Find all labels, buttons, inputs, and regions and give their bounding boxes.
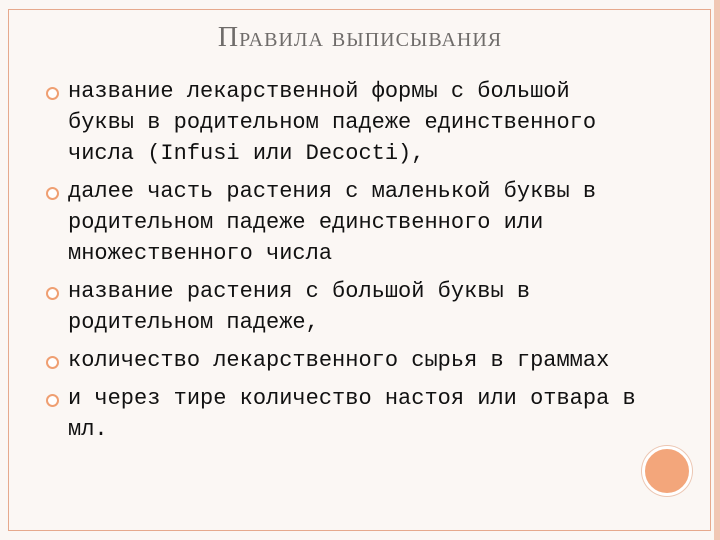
list-item-text: название лекарственной формы с большой буквы в родительном падеже единственного числа (Infusi или Decocti),: [68, 79, 597, 166]
list-item: [44, 383, 644, 445]
list-item-text: название растения с большой буквы в родительном падеже,: [68, 279, 531, 335]
list-item: [44, 345, 644, 376]
bullet-icon: [46, 356, 59, 369]
bullet-list: [44, 76, 644, 452]
list-item: [44, 276, 644, 338]
bullet-icon: [46, 394, 59, 407]
decorative-side-bar: [714, 0, 720, 540]
decorative-circle-icon: [642, 446, 692, 496]
list-item: [44, 176, 644, 269]
list-item-text: далее часть растения с маленькой буквы в родительном падеже единственного или множественного числа: [68, 179, 597, 266]
list-item: [44, 76, 644, 169]
bullet-icon: [46, 287, 59, 300]
slide-title: Правила выписывания: [217, 22, 503, 53]
list-item-text: количество лекарственного сырья в граммах: [68, 348, 610, 373]
bullet-icon: [46, 187, 59, 200]
list-item-text: и через тире количество настоя или отвара в мл.: [68, 386, 636, 442]
bullet-icon: [46, 87, 59, 100]
